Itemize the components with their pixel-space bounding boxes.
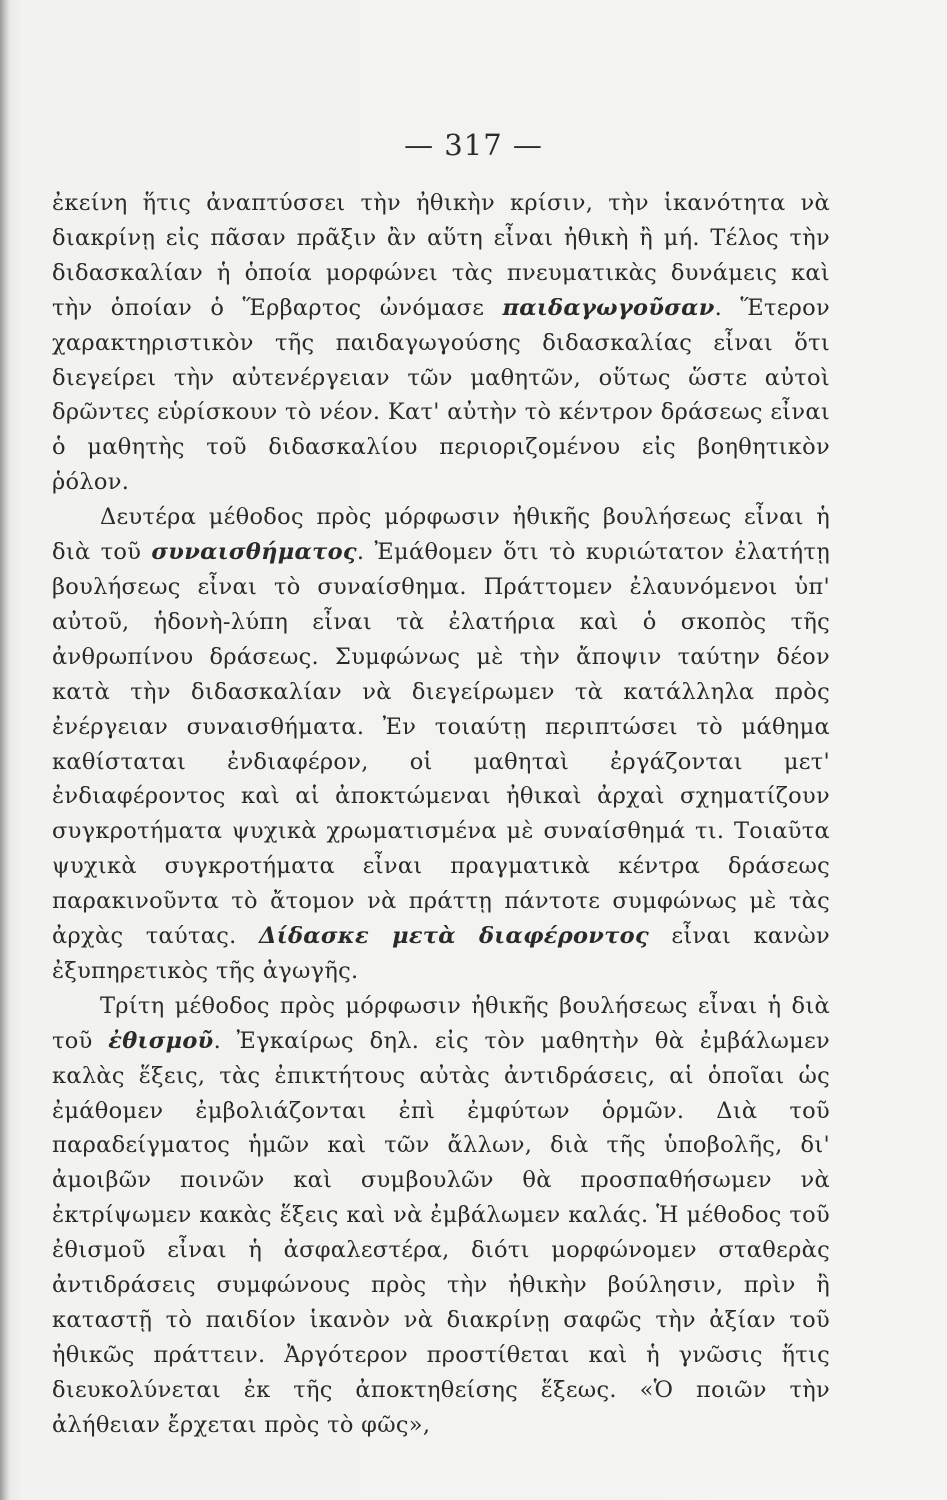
text-run: ἐκείνη ἥτις ἀναπτύσσει τὴν ἠθικὴν κρίσιν, τὴν ἱκανότητα νὰ διακρίνῃ εἰς πᾶσαν πρᾶξιν ἂν αὕτη εἶναι ἠθικὴ ἢ μή. Τέλος τὴν διδασκαλίαν ἡ ὁποία μορφώνει τὰς πνευματικὰς δυνάμεις καὶ τὴν ὁποίαν ὁ Ἕρβαρτος ὠνόμασε xyxy=(52,190,830,321)
emphasized-term: ἐθισμοῦ xyxy=(108,1027,214,1054)
text-run: . Ἐμάθομεν ὅτι τὸ κυριώτατον ἐλατήτῃ βουλήσεως εἶναι τὸ συναίσθημα. Πράττομεν ἐλαυνόμενοι ὑπ' αὐτοῦ, ἡδονὴ-λύπη εἶναι τὰ ἐλατήρια καὶ ὁ σκοπὸς τῆς ἀνθρωπίνου δράσεως. Συμφώνως μὲ τὴν ἄποψιν ταύτην δέον κατὰ τὴν διδασκαλίαν νὰ διεγείρωμεν τὰ κατάλληλα πρὸς ἐνέργειαν συναισθήματα. Ἐν τοιαύτῃ περιπτώσει τὸ μάθημα καθίσταται ἐνδιαφέρον, οἱ μαθηταὶ ἐργάζονται μετ' ἐνδιαφέροντος καὶ αἱ ἀποκτώμεναι ἠθικαὶ ἀρχαὶ σχηματίζουν συγκροτήματα ψυχικὰ χρωματισμένα μὲ συναίσθημά τι. Τοιαῦτα ψυχικὰ συγκροτήματα εἶναι πραγματικὰ κέντρα δράσεως παρακινοῦντα τὸ ἄτομον νὰ πράττῃ πάντοτε συμφώνως μὲ τὰς ἀρχὰς ταύτας. xyxy=(52,539,830,950)
paragraph-1 xyxy=(52,186,830,500)
emphasized-term: παιδαγωγοῦσαν xyxy=(502,294,715,321)
text-run: . Ἕτερον χαρακτηριστικὸν τῆς παιδαγωγούσης διδασκαλίας εἶναι ὅτι διεγείρει τὴν αὐτενέργειαν τῶν μαθητῶν, οὕτως ὥστε αὐτοὶ δρῶντες εὑρίσκουν τὸ νέον. Κατ' αὐτὴν τὸ κέντρον δράσεως εἶναι ὁ μαθητὴς τοῦ διδασκαλίου περιοριζομένου εἰς βοηθητικὸν ῥόλον. xyxy=(52,294,831,496)
text-run: εἶναι κανὼν ἐξυπηρετικὸς τῆς ἀγωγῆς. xyxy=(52,923,830,984)
paragraph-2 xyxy=(52,500,830,989)
text-run: . Ἐγκαίρως δηλ. εἰς τὸν μαθητὴν θὰ ἐμβάλωμεν καλὰς ἕξεις, τὰς ἐπικτήτους αὐτὰς ἀντιδράσεις, αἱ ὁποῖαι ὡς ἐμάθομεν ἐμβολιάζονται ἐπὶ ἐμφύτων ὁρμῶν. Διὰ τοῦ παραδείγματος ἡμῶν καὶ τῶν ἄλλων, διὰ τῆς ὑποβολῆς, δι' ἀμοιβῶν ποινῶν καὶ συμβουλῶν θὰ προσπαθήσωμεν νὰ ἐκτρίψωμεν κακὰς ἕξεις καὶ νὰ ἐμβάλωμεν καλάς. Ἡ μέθοδος τοῦ ἐθισμοῦ εἶναι ἡ ἀσφαλεστέρα, διότι μορφώνομεν σταθερὰς ἀντιδράσεις συμφώνους πρὸς τὴν ἠθικὴν βούλησιν, πρὶν ἢ καταστῇ τὸ παιδίον ἱκανὸν νὰ διακρίνῃ σαφῶς τὴν ἀξίαν τοῦ ἠθικῶς πράττειν. Ἀργότερον προστίθεται καὶ ἡ γνῶσις ἥτις διευκολύνεται ἐκ τῆς ἀποκτηθείσης ἕξεως. «Ὁ ποιῶν τὴν ἀλήθειαν ἔρχεται πρὸς τὸ φῶς», xyxy=(52,1027,831,1438)
body-text xyxy=(52,186,830,1443)
text-run: Δευτέρα μέθοδος πρὸς μόρφωσιν ἠθικῆς βουλήσεως εἶναι ἡ διὰ τοῦ xyxy=(52,504,830,566)
page-number: — 317 — xyxy=(404,128,543,162)
paragraph-3 xyxy=(52,989,830,1443)
emphasized-maxim: Δίδασκε μετὰ διαφέροντος xyxy=(259,923,649,950)
text-run: Τρίτη μέθοδος πρὸς μόρφωσιν ἠθικῆς βουλήσεως εἶναι ἡ διὰ τοῦ xyxy=(52,992,830,1054)
emphasized-term: συναισθήματος xyxy=(151,539,357,566)
page-binding-edge xyxy=(0,0,10,1500)
